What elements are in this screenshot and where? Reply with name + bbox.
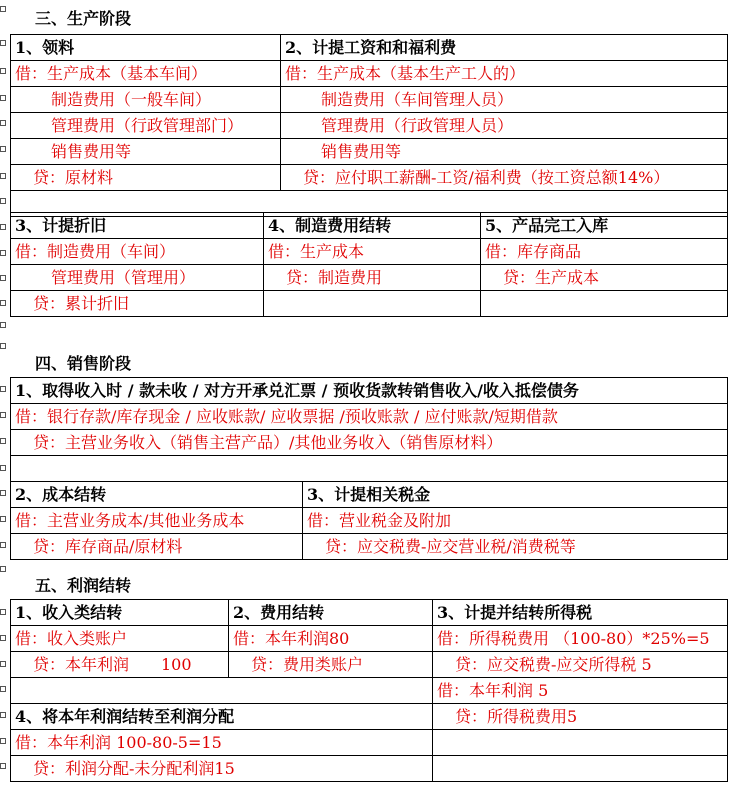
journal-entry: 借：生产成本（基本生产工人的） [281,61,728,87]
cell-title: 3、计提折旧 [11,213,264,239]
cell-title: 4、制造费用结转 [264,213,481,239]
journal-entry: 销售费用等 [11,139,281,165]
journal-entry: 贷：主营业务收入（销售主营产品）/其他业务收入（销售原材料） [11,430,728,456]
sales-table-1 [10,377,728,482]
paragraph-marker [0,68,6,74]
empty-cell [433,756,728,782]
paragraph-marker [0,120,6,126]
paragraph-marker [0,516,6,522]
journal-entry: 贷：费用类账户 [229,652,433,678]
section-heading-profit: 五、利润结转 [35,576,132,595]
sales-table-2 [10,481,728,560]
journal-entry: 借：营业税金及附加 [303,508,728,534]
journal-entry: 借：本年利润80 [229,626,433,652]
paragraph-marker [0,300,6,306]
paragraph-marker [0,146,6,152]
cell-title: 2、费用结转 [229,600,433,626]
production-table-2 [10,212,728,317]
paragraph-marker [0,763,6,769]
paragraph-marker [0,173,6,179]
journal-entry: 贷：所得税费用5 [433,704,728,730]
paragraph-marker [0,438,6,444]
cell-title: 3、计提并结转所得税 [433,600,728,626]
journal-entry: 制造费用（一般车间） [11,87,281,113]
cell-title: 5、产品完工入库 [481,213,728,239]
journal-entry: 借：库存商品 [481,239,728,265]
journal-entry: 借：主营业务成本/其他业务成本 [11,508,303,534]
paragraph-marker [0,224,6,230]
cell-title: 2、计提工资和和福利费 [281,35,728,61]
journal-entry: 贷：生产成本 [481,265,728,291]
journal-entry: 借：生产成本 [264,239,481,265]
cell-title: 1、领料 [11,35,281,61]
journal-entry: 借：制造费用（车间） [11,239,264,265]
journal-entry: 借：生产成本（基本车间） [11,61,281,87]
empty-cell [433,730,728,756]
paragraph-marker [0,275,6,281]
journal-entry: 借：本年利润 100-80-5=15 [11,730,433,756]
production-table-1 [10,34,728,217]
cell-title: 2、成本结转 [11,482,303,508]
paragraph-marker [0,343,6,349]
journal-entry: 借：所得税费用 （100-80）*25%=5 [433,626,728,652]
journal-entry: 销售费用等 [281,139,728,165]
journal-entry: 贷：库存商品/原材料 [11,534,303,560]
journal-entry: 贷：制造费用 [264,265,481,291]
section-heading-production: 三、生产阶段 [35,9,132,28]
cell-title: 1、取得收入时 / 款未收 / 对方开承兑汇票 / 预收货款转销售收入/收入抵偿债务 [11,378,728,404]
cell-title: 3、计提相关税金 [303,482,728,508]
paragraph-marker [0,566,6,572]
paragraph-marker [0,40,6,46]
paragraph-marker [0,465,6,471]
empty-row [11,678,433,704]
paragraph-marker [0,686,6,692]
paragraph-marker [0,542,6,548]
paragraph-marker [0,490,6,496]
journal-entry: 管理费用（行政管理人员） [281,113,728,139]
journal-entry: 管理费用（管理用） [11,265,264,291]
journal-entry: 贷：累计折旧 [11,291,264,317]
paragraph-marker [0,95,6,101]
journal-entry: 管理费用（行政管理部门） [11,113,281,139]
journal-entry: 贷：应交税费-应交所得税 5 [433,652,728,678]
empty-row [11,456,728,482]
journal-entry [264,291,481,317]
paragraph-marker [0,412,6,418]
journal-entry: 贷：本年利润 100 [11,652,229,678]
paragraph-marker [0,609,6,615]
journal-entry: 制造费用（车间管理人员） [281,87,728,113]
journal-entry: 借：收入类账户 [11,626,229,652]
paragraph-marker [0,250,6,256]
profit-table [10,599,728,782]
paragraph-marker [0,712,6,718]
journal-entry: 借：本年利润 5 [433,678,728,704]
paragraph-marker [0,386,6,392]
journal-entry: 贷：应付职工薪酬-工资/福利费（按工资总额14%） [281,165,728,191]
journal-entry: 贷：原材料 [11,165,281,191]
paragraph-marker [0,635,6,641]
cell-title: 4、将本年利润结转至利润分配 [11,704,433,730]
journal-entry: 借：银行存款/库存现金 / 应收账款/ 应收票据 /预收账款 / 应付账款/短期借款 [11,404,728,430]
journal-entry: 贷：利润分配-未分配利润15 [11,756,433,782]
paragraph-marker [0,738,6,744]
paragraph-marker [0,198,6,204]
journal-entry [481,291,728,317]
cell-title: 1、收入类结转 [11,600,229,626]
section-heading-sales: 四、销售阶段 [35,354,132,373]
paragraph-marker [0,6,6,12]
paragraph-marker [0,322,6,328]
journal-entry: 贷：应交税费-应交营业税/消费税等 [303,534,728,560]
paragraph-marker [0,661,6,667]
